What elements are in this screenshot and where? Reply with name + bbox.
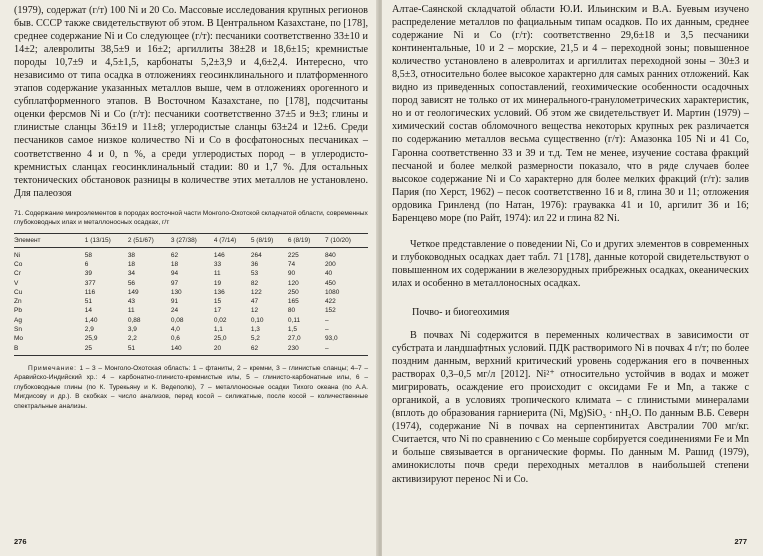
table-value-cell: 18 <box>127 261 136 268</box>
table-value-cell: 840 <box>324 251 336 259</box>
left-paragraph: (1979), содержат (г/т) 100 Ni и 20 Co. Массовые исследования крупных регионов быв. СССР также свидетельствуют об этом. В Центральном Казахстане, по [178], среднее содержание Ni и Co следующее (г/т): песчаники соответственно 33±10 и 14±2; алевролиты 38,5±9 и 16±2; аргиллиты 38±28 и 18,6±15; кремнистые породы 10,7±9 и 4,5±1,5, карбонаты 5,2±3,9 и 4,6±2,4. Интересно, что независимо от типа осадка в отложениях геосинклинального и платформенного этапов содержание указанных металлов выше, чем в отложениях орогенного и субплатформенного этапов. В Восточном Казахстане, по [178], подсчитаны оценки ферсмов Ni и Co (г/т): песчаники соответственно 37±5 и 9±3; глины и глинистые сланцы 36±19 и 11±8; углеродистые сланцы 63±24 и 12±6. Среди песчаников самое низкое количество Ni и Co в фосфатоносных песчаниках – соответственно 4 и 0, n %, а среди углеродистых пород – в углеродисто-кремнистых сланцах геосинклинальный стадии: 80 и 1,7 %. Для остальных тектонических обстановок разницы в количестве этих металлов не установлено. Для палеозоя <box>14 5 368 199</box>
table-value-cell: 0,6 <box>170 335 180 343</box>
table-value-cell: – <box>324 316 329 324</box>
table-value-cell: 6 <box>84 261 89 268</box>
table-row <box>14 334 368 343</box>
table-value-cell: 51 <box>84 298 93 306</box>
table-value-cell: 152 <box>324 307 336 315</box>
table-value-cell: 3,9 <box>127 326 137 334</box>
table-value-cell: 40 <box>324 270 333 278</box>
table-value-cell: 200 <box>324 261 336 268</box>
table-header-row <box>14 233 368 247</box>
table-value-cell: 264 <box>250 251 262 259</box>
element-symbol-cell: Ni <box>14 251 21 259</box>
table-value-cell: 377 <box>84 279 96 287</box>
table-value-cell: 130 <box>170 288 182 296</box>
table-value-cell: – <box>324 326 329 334</box>
table-caption: 71. Содержание микроэлементов в породах восточной части Монголо-Охотской складчатой области, современных глубоководных илах и металлоносных осадках, г/т <box>14 209 368 226</box>
table-value-cell: 56 <box>127 279 136 287</box>
right-page <box>382 0 763 556</box>
table-value-cell: 225 <box>287 251 299 259</box>
table-value-cell: 4,0 <box>170 326 180 334</box>
table-row <box>14 269 368 278</box>
table-row <box>14 279 368 288</box>
table-row <box>14 316 368 325</box>
left-page <box>0 0 378 556</box>
table-value-cell: 33 <box>213 261 222 268</box>
table-row <box>14 288 368 297</box>
table-value-cell: 450 <box>324 279 336 287</box>
section-heading: Почво- и биогеохимия <box>412 306 510 318</box>
page-number-right: 277 <box>734 537 747 546</box>
element-symbol-cell: Ag <box>14 316 22 324</box>
table-value-cell: 1,40 <box>84 316 98 324</box>
table-value-cell: 34 <box>127 270 136 278</box>
elements-table <box>14 233 368 356</box>
table-row <box>14 247 368 260</box>
table-header-cell: 3 (27/38) <box>171 233 214 247</box>
table-header-cell: Элемент <box>14 233 85 247</box>
table-header-cell: 7 (10/20) <box>325 233 368 247</box>
table-value-cell: 11 <box>127 307 135 315</box>
element-symbol-cell: Zn <box>14 298 22 306</box>
table-header-cell: 1 (13/15) <box>85 233 128 247</box>
table-value-cell: 1,5 <box>287 326 297 334</box>
table-value-cell: 43 <box>127 298 136 306</box>
table-value-cell: 36 <box>250 261 259 268</box>
element-symbol-cell: Pb <box>14 307 22 315</box>
table-value-cell: 93,0 <box>324 335 338 343</box>
table-value-cell: 58 <box>84 251 93 259</box>
table-value-cell: 17 <box>213 307 222 315</box>
table-row <box>14 297 368 306</box>
table-value-cell: 24 <box>170 307 179 315</box>
table-header-cell: 5 (8/19) <box>251 233 288 247</box>
table-value-cell: 2,2 <box>127 335 137 343</box>
table-value-cell: 116 <box>84 288 96 296</box>
element-symbol-cell: Sn <box>14 326 22 334</box>
table-body <box>14 247 368 355</box>
table-value-cell: 140 <box>171 344 214 356</box>
table-value-cell: 0,10 <box>250 316 264 324</box>
table-value-cell: 97 <box>170 279 179 287</box>
element-symbol-cell: Mo <box>14 335 24 343</box>
table-value-cell: 53 <box>250 270 259 278</box>
table-value-cell: 15 <box>213 298 222 306</box>
table-value-cell: 27,0 <box>287 335 301 343</box>
table-value-cell: 0,02 <box>213 316 227 324</box>
table-value-cell: 90 <box>287 270 296 278</box>
table-value-cell: 62 <box>251 344 288 356</box>
table-value-cell: 62 <box>170 251 179 259</box>
table-row <box>14 344 368 356</box>
table-value-cell: 1080 <box>324 288 340 296</box>
table-value-cell: 91 <box>170 298 179 306</box>
table-row <box>14 306 368 315</box>
table-value-cell: 230 <box>288 344 325 356</box>
table-value-cell: 1,3 <box>250 326 260 334</box>
table-value-cell: 14 <box>84 307 93 315</box>
table-value-cell: 20 <box>214 344 251 356</box>
table-header-cell: 4 (7/14) <box>214 233 251 247</box>
table-value-cell: 12 <box>250 307 259 315</box>
table-value-cell: 0,11 <box>287 316 301 324</box>
element-symbol-cell: Cu <box>14 288 23 296</box>
right-paragraph-1: Алтае-Саянской складчатой области Ю.И. Ильинским и В.А. Буевым изучено распределение металлов по фациальным типам осадков. По их данным, среднее содержание Ni и Co (г/т): соответственно 29,6±18 и 3,5 песчаники континентальные, 10 и 2 – морские, 21,5 и 4 – переходной зоны; повышенное количество установлено в алевролитах и аргиллитах переходной зоны – 30±3 и 8,5±3, относительно более высокое характерно для самых ранних отложений. Как видно из приведенных сопоставлений, геохимические особенности осадочных пород зависят не только от их минерального-гранулометрических характеристик, но и от геологических условий. Об этом же свидетельствует И. Мартин (1979) – химический состав обломочного вещества некоторых крупных рек различается по содержанию металлов весьма существенно (г/т): Амазонка 105 Ni и 41 Co, Гаронна соответственно 33 и 39 и т.д. Тем не менее, изучение состава фракций песчаной и более мелкой размерности показало, что в ряде случаев более высокое содержание Ni и Co характерно для более мелких фракций (г/т): залив Пария (по Херст, 1962) – песок соответственно 16 и 8, глина 30 и 11; отложения ордовика Гринленд (по Натан, 1976): граувакка 41 и 10, аргилит 36 и 16; Баренцево море (по Райт, 1974): ил 22 и глина 82 Ni. <box>392 4 749 224</box>
table-header-cell: 2 (51/67) <box>128 233 171 247</box>
table-value-cell: 11 <box>213 270 221 278</box>
table-header-cell: 6 (8/19) <box>288 233 325 247</box>
table-note <box>14 364 368 411</box>
table-value-cell: 25,0 <box>213 335 227 343</box>
table-row <box>14 325 368 334</box>
table-value-cell: 25,9 <box>84 335 98 343</box>
table-value-cell: 149 <box>127 288 139 296</box>
table-value-cell: 122 <box>250 288 262 296</box>
table-value-cell: 120 <box>287 279 299 287</box>
table-value-cell: – <box>325 344 368 356</box>
table-value-cell: 47 <box>250 298 259 306</box>
table-value-cell: 2,9 <box>84 326 94 334</box>
table-value-cell: 94 <box>170 270 179 278</box>
table-value-cell: 250 <box>287 288 299 296</box>
right-paragraph-3: В почвах Ni содержится в переменных количествах в зависимости от субстрата и ландшафтных условий. ПДК растворимого Ni в почвах 4 г/т; по более поздним данным, верхний критический уровень содержания его в почвенных растворах 0,3–0,5 мг/л [2012]. Ni²⁺ относительно устойчив в водах и может мигрировать, осаждение его происходит с оксидами Fe и Mn, а также с органикой, а в условиях тропического климата – с глинистыми минералами (вплоть до образования гарниерита (Ni, Mg)SiO₃ · nH₂O. По данным В.Б. Северн (1974), содержание Ni в почвах на серпентинитах Австралии 700 мг/кг. Считается, что Ni по сравнению с Co меньше сорбируется соединениями Fe и Mn и больше связывается в органические формы. По данным М. Рашид (1979), аминокислоты почв среди переходных металлов в наибольшей степени активизируют перенос Ni и Co. <box>392 329 749 485</box>
element-symbol-cell: Cr <box>14 270 21 278</box>
table-value-cell: 39 <box>84 270 93 278</box>
table-value-cell: 80 <box>287 307 296 315</box>
table-value-cell: 19 <box>213 279 222 287</box>
table-value-cell: 0,88 <box>127 316 141 324</box>
table-value-cell: 25 <box>85 344 128 356</box>
table-row <box>14 260 368 269</box>
table-value-cell: 5,2 <box>250 335 260 343</box>
table-value-cell: 74 <box>287 261 296 268</box>
note-title: Примечание: <box>28 364 77 372</box>
table-value-cell: 136 <box>213 288 225 296</box>
table-value-cell: 422 <box>324 298 336 306</box>
element-symbol-cell: B <box>14 344 85 356</box>
table-value-cell: 165 <box>287 298 299 306</box>
table-value-cell: 0,08 <box>170 316 184 324</box>
table-value-cell: 18 <box>170 261 179 268</box>
table-value-cell: 38 <box>127 251 136 259</box>
right-paragraph-2: Четкое представление о поведении Ni, Co и других элементов в современных и глубоководных осадках дает табл. 71 [178], данные которой свидетельствуют о повышенном их содержании в железорудных прибрежных осадках, океанических илах и особенно в металлоносных осадках. <box>392 238 749 289</box>
table-value-cell: 82 <box>250 279 259 287</box>
element-symbol-cell: Co <box>14 261 23 268</box>
element-symbol-cell: V <box>14 279 19 287</box>
page-number-left: 276 <box>14 537 27 546</box>
table-value-cell: 1,1 <box>213 326 223 334</box>
table-value-cell: 146 <box>213 251 225 259</box>
table-value-cell: 51 <box>128 344 171 356</box>
note-text: 1 – 3 – Монголо-Охотская область: 1 – фтаниты, 2 – кремни, 3 – глинистые сланцы; 4–7 – Аравийско-Индийский хр.: 4 – карбонатно-глинисто-кремнистые илы, 5 – глинисто-карбонатные илы, 6 – глубоководные глины (по К. Турекьяну и К. Ведеполю), 7 – металлоносные осадки Тихого океана (по А.А. Мигдисову и др.). В скобках – число анализов, перед косой – силикатные, после косой – количественные спектральные анализы. <box>14 364 368 410</box>
